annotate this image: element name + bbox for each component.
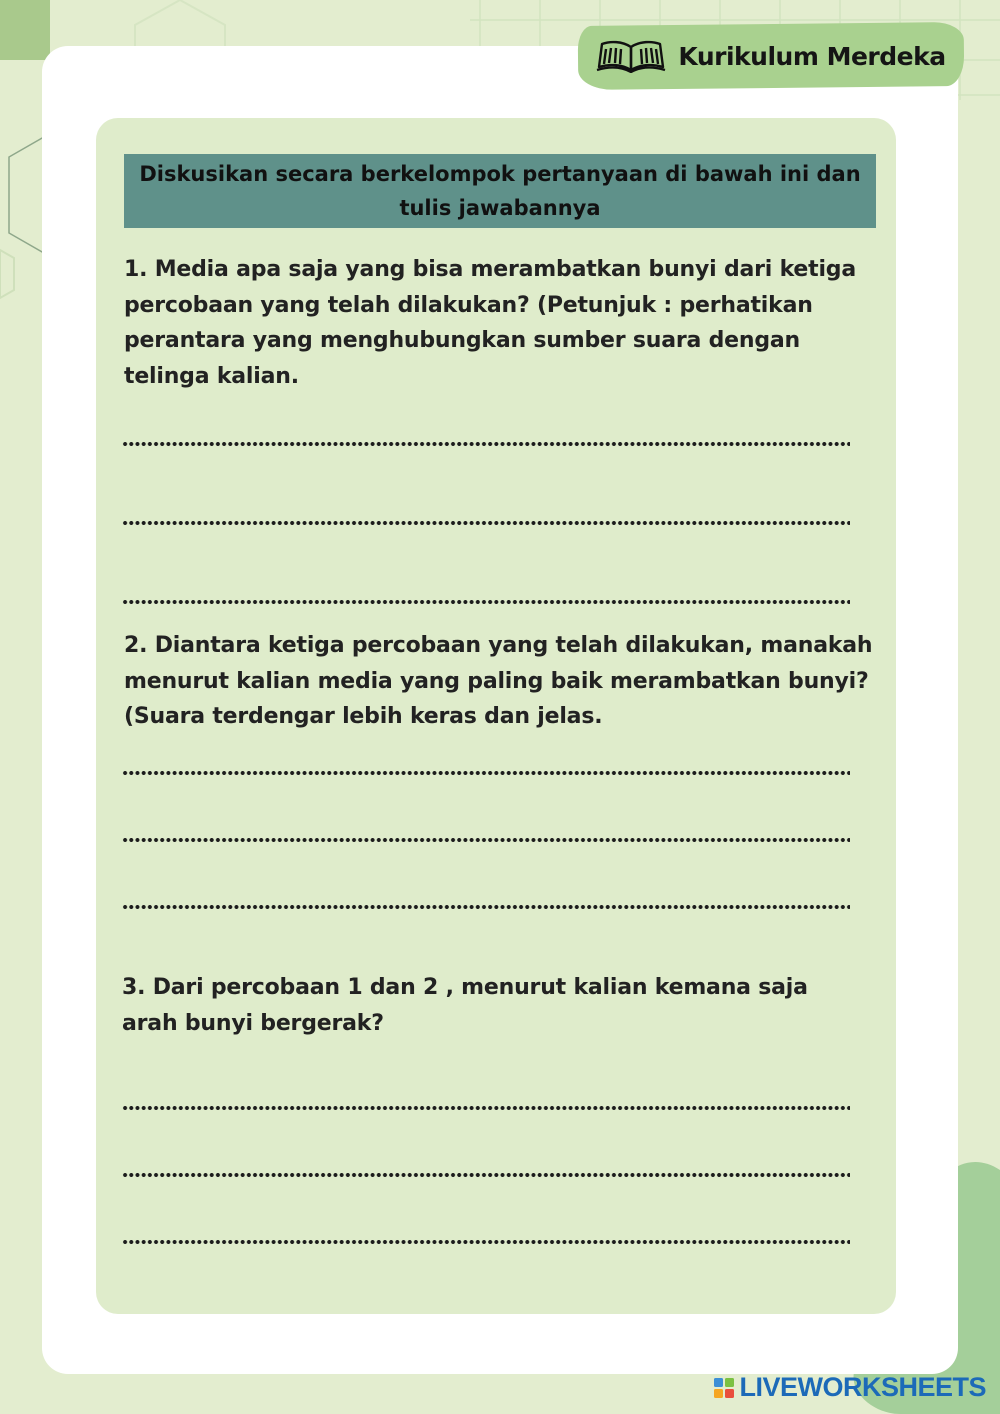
question-1: 1. Media apa saja yang bisa merambatkan bunyi dari ketiga percobaan yang telah dilakukan? (Petunjuk : perhatikan perantara yang menghubungkan sumber suara dengan telinga kalian. [124, 257, 857, 389]
curriculum-brand [578, 24, 964, 88]
footer-brand-text: LIVEWORKSHEETS [739, 1372, 986, 1402]
question-2: 2. Diantara ketiga percobaan yang telah dilakukan, manakah menurut kalian media yang paling baik merambatkan bunyi? (Suara terdengar lebih keras dan jelas. [124, 633, 873, 729]
answer-line-1-3[interactable] [122, 599, 850, 605]
hexagon-shape [0, 0, 50, 60]
open-book-icon [596, 39, 666, 73]
answer-line-1-1[interactable] [122, 441, 850, 447]
answer-line-1-2[interactable] [122, 520, 850, 526]
answer-line-3-1[interactable] [122, 1105, 850, 1111]
answer-line-2-2[interactable] [122, 837, 850, 843]
hexagon-shape [0, 250, 14, 298]
liveworksheets-logo-icon [713, 1377, 735, 1399]
answer-line-2-1[interactable] [122, 770, 850, 776]
answer-line-2-3[interactable] [122, 904, 850, 910]
question-3: 3. Dari percobaan 1 dan 2 , menurut kalian kemana saja arah bunyi bergerak? [122, 975, 808, 1036]
brand-title: Kurikulum Merdeka [678, 41, 946, 71]
footer-brand [713, 1372, 986, 1403]
instruction-banner: Diskusikan secara berkelompok pertanyaan di bawah ini dan tulis jawabannya [124, 154, 876, 228]
answer-line-3-3[interactable] [122, 1239, 850, 1245]
answer-line-3-2[interactable] [122, 1172, 850, 1178]
